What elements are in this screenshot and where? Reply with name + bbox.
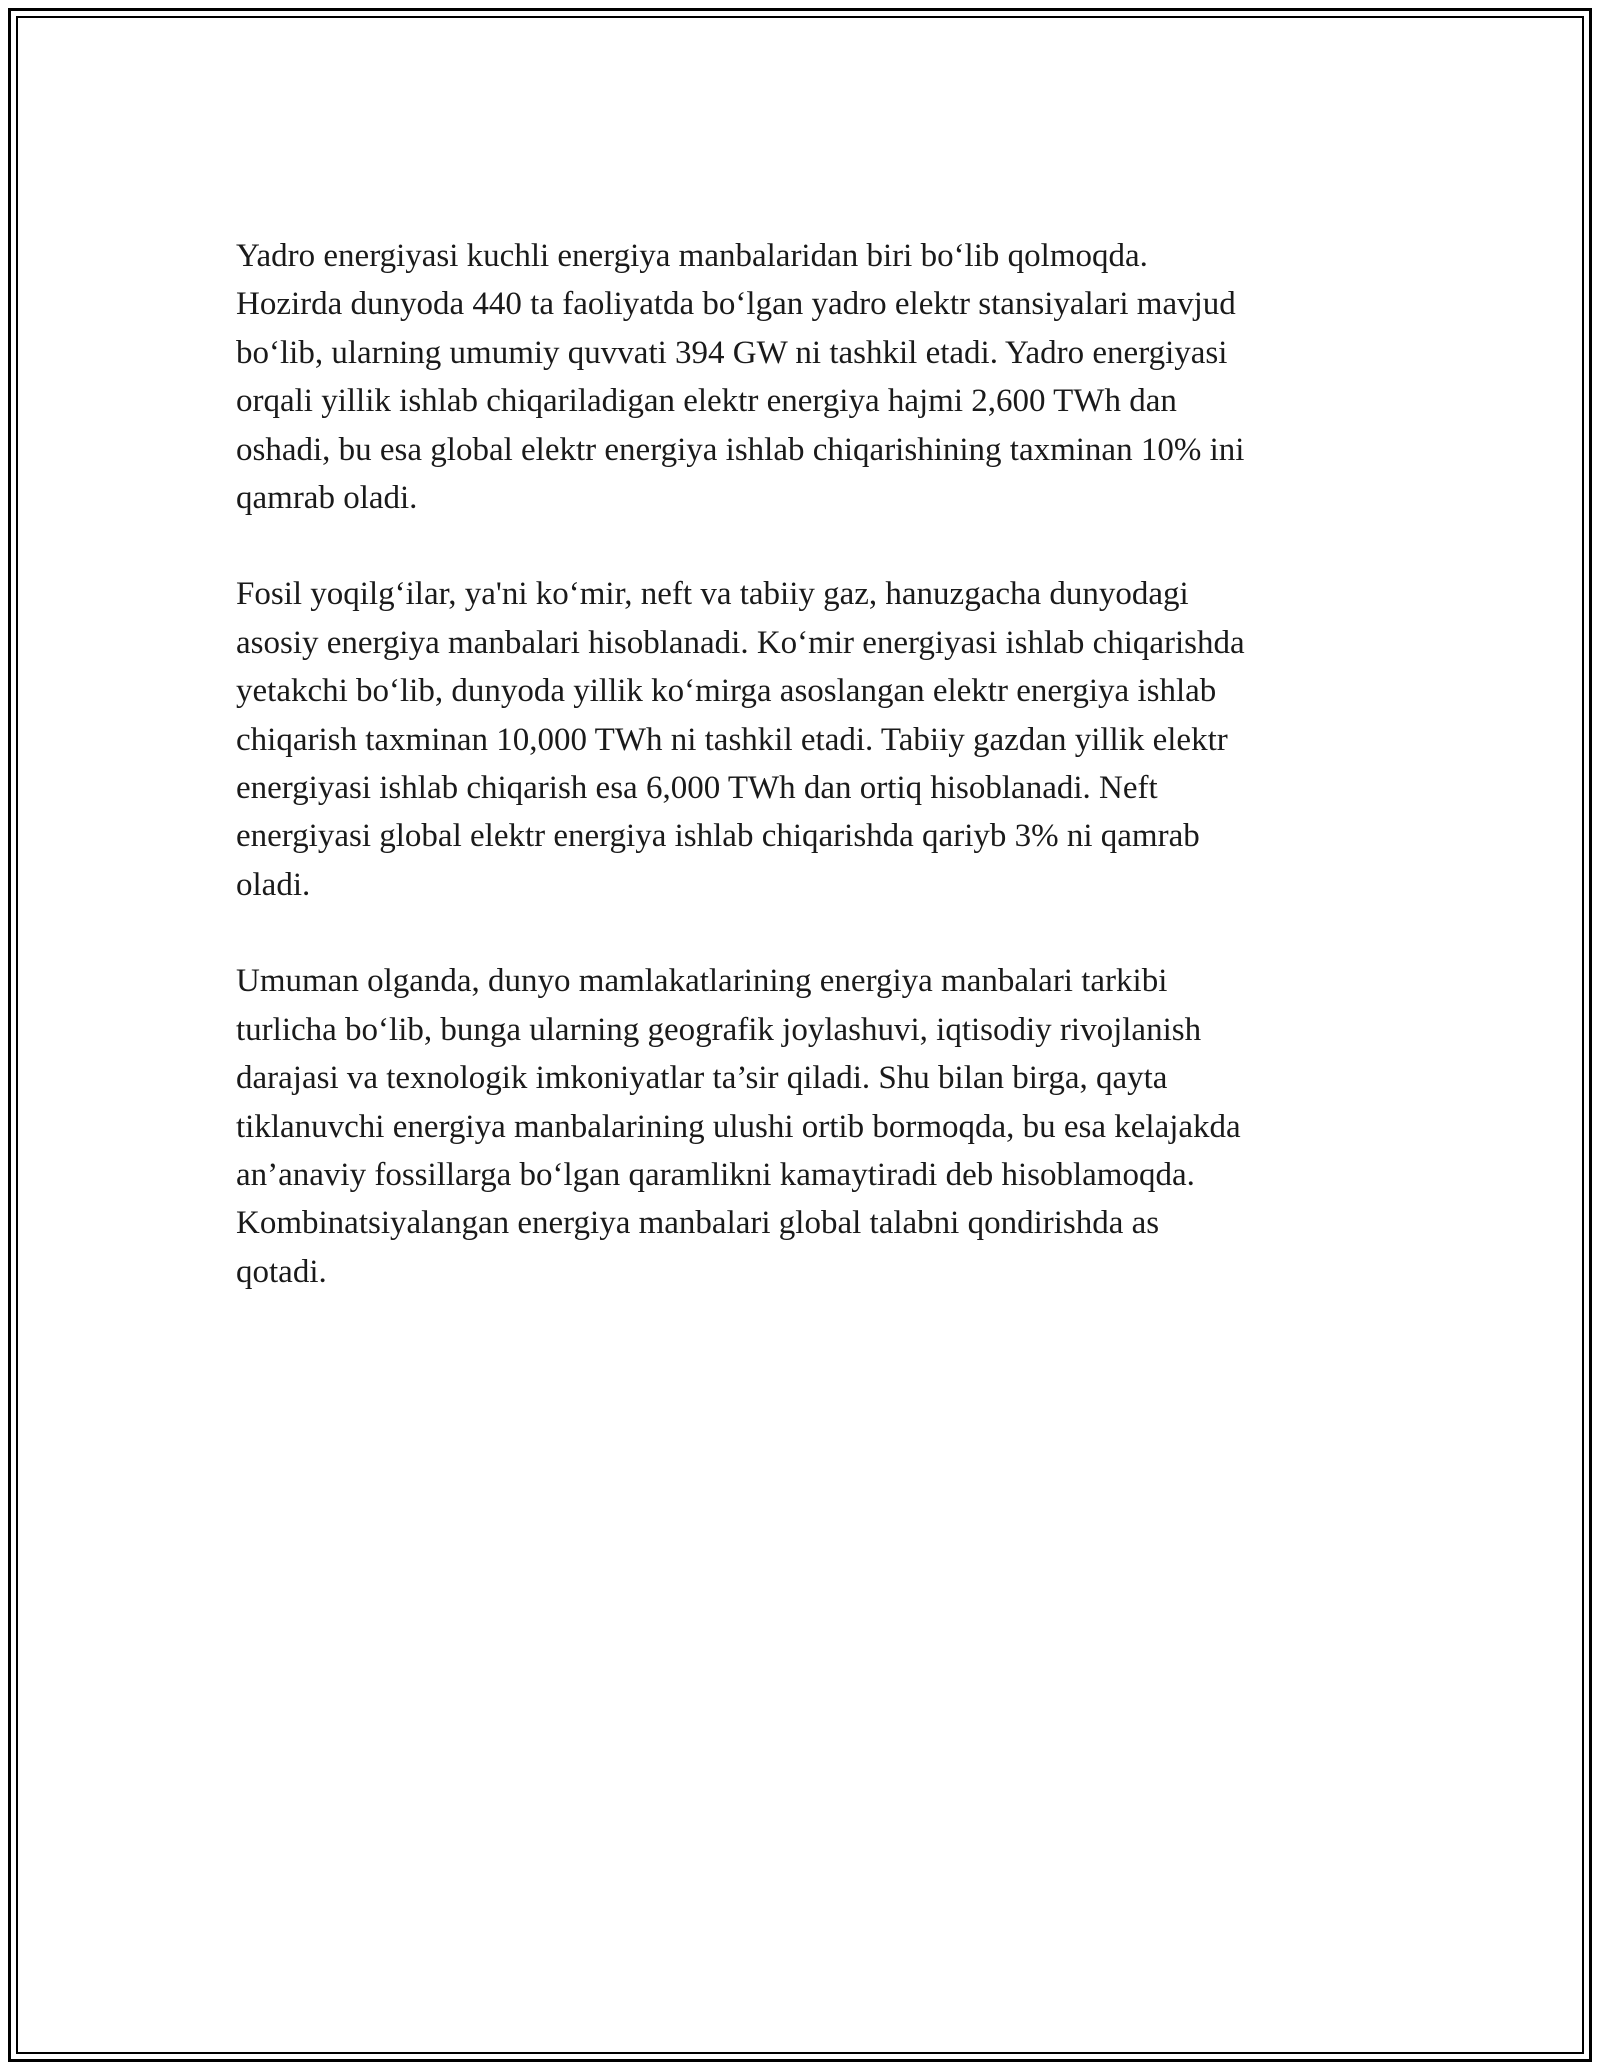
- document-body: [236, 232, 1386, 1344]
- paragraph-nuclear-energy: Yadro energiyasi kuchli energiya manbalaridan biri bo‘lib qolmoqda. Hozirda dunyoda 440 ta faoliyatda bo‘lgan yadro elektr stansiyalari mavjud bo‘lib, ularning umumiy quvvati 394 GW ni tashkil etadi. Yadro energiyasi orqali yillik ishlab chiqariladigan elektr energiya hajmi 2,600 TWh dan oshadi, bu esa global elektr energiya ishlab chiqarishining taxminan 10% ini qamrab oladi.: [236, 238, 1245, 517]
- paragraph-fossil-fuels: Fosil yoqilg‘ilar, ya'ni ko‘mir, neft va tabiiy gaz, hanuzgacha dunyodagi asosiy energiya manbalari hisoblanadi. Ko‘mir energiyasi ishlab chiqarishda yetakchi bo‘lib, dunyoda yillik ko‘mirga asoslangan elektr energiya ishlab chiqarish taxminan 10,000 TWh ni tashkil etadi. Tabiiy gazdan yillik elektr energiyasi ishlab chiqarish esa 6,000 TWh dan ortiq hisoblanadi. Neft energiyasi global elektr energiya ishlab chiqarishda qariyb 3% ni qamrab oladi.: [236, 576, 1245, 903]
- paragraph-conclusion: Umuman olganda, dunyo mamlakatlarining energiya manbalari tarkibi turlicha bo‘lib, bunga ularning geografik joylashuvi, iqtisodiy rivojlanish darajasi va texnologik imkoniyatlar ta’sir qiladi. Shu bilan birga, qayta tiklanuvchi energiya manbalarining ulushi ortib bormoqda, bu esa kelajakda an’anaviy fossillarga bo‘lgan qaramlikni kamaytiradi deb hisoblamoqda. Kombinatsiyalangan energiya manbalari global talabni qondirishda as qotadi.: [236, 963, 1241, 1290]
